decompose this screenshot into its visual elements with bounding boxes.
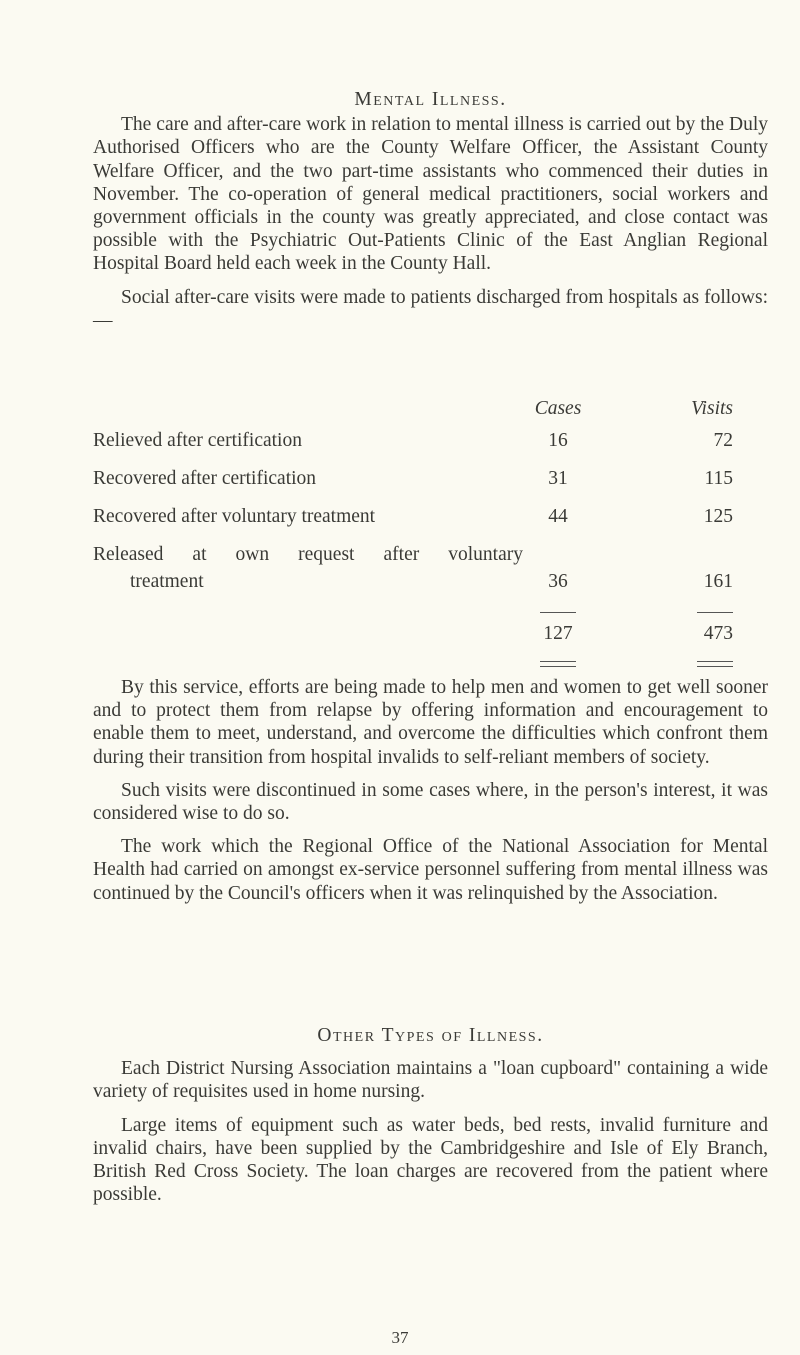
page-number: 37: [391, 1328, 409, 1347]
cases-value: 36: [548, 571, 568, 592]
table-header: [93, 398, 768, 422]
paragraph: Social after-care visits were made to patients discharged from hospitals as follows:—: [93, 286, 768, 331]
paragraph: The care and after-care work in relation to mental illness is carried out by the Duly Authorised Officers who are the County Welfare Officer, the Assistant County Welfare Officer, and the two part-time assistants who commenced their duties in November. The co-operation of general medical practitioners, social workers and government officials in the county was greatly appreciated, and close contact was possible with the Psychiatric Out-Patients Clinic of the East Anglian Regional Hospital Board held each week in the County Hall.: [93, 114, 768, 275]
paragraph: Each District Nursing Association maintains a "loan cupboard" containing a wide variety of requisites used in home nursing.: [93, 1058, 768, 1103]
table-row: [93, 468, 768, 492]
mental-illness-section: [93, 88, 768, 332]
totals-row: [93, 623, 768, 647]
visits-value: 125: [703, 506, 733, 527]
paragraph: Large items of equipment such as water beds, bed rests, invalid furniture and invalid chairs, have been supplied by the Cambridgeshire and Isle of Ely Branch, British Red Cross Society. The loan charges are recovered from the patient where possible.: [93, 1114, 768, 1206]
paragraph: By this service, efforts are being made to help men and women to get well sooner and to protect them from relapse by offering information and encouragement to enable them to meet, understand, and overcome the difficulties which confront them during their transition from hospital invalids to self-reliant members of society.: [93, 677, 768, 768]
table-row: [93, 544, 768, 594]
cases-value: 16: [548, 430, 568, 451]
total-visits: 473: [703, 623, 733, 644]
header-visits: Visits: [691, 398, 733, 419]
table-row: [93, 430, 768, 454]
paragraph: The work which the Regional Office of the National Association for Mental Health had carried on amongst ex-service personnel suffering from mental illness was continued by the Council's officers when it was relinquished by the Association.: [93, 836, 768, 904]
table-row: [93, 506, 768, 530]
subtotal-rule: [540, 612, 576, 613]
row-label: Recovered after voluntary treatment: [93, 506, 376, 527]
row-label: Released at own request after voluntary: [93, 544, 523, 565]
section-heading: Mental Illness.: [354, 89, 507, 110]
total-double-rule: [540, 661, 576, 667]
total-double-rule: [697, 661, 733, 667]
row-label: Relieved after certification: [93, 430, 302, 451]
cases-value: 31: [548, 468, 568, 489]
section-heading: Other Types of Illness.: [317, 1025, 544, 1046]
other-illness-section: [93, 1024, 768, 1206]
cases-value: 44: [548, 506, 568, 527]
header-cases: Cases: [534, 398, 582, 419]
visits-value: 161: [703, 571, 733, 592]
visits-value: 72: [713, 430, 733, 451]
paragraph: Such visits were discontinued in some cases where, in the person's interest, it was considered wise to do so.: [93, 779, 768, 825]
row-label-continued: treatment: [130, 571, 204, 592]
total-cases: 127: [543, 623, 573, 644]
subtotal-rule: [697, 612, 733, 613]
row-label: Recovered after certification: [93, 468, 317, 489]
visits-value: 115: [704, 468, 733, 489]
mental-illness-continued: [93, 676, 768, 905]
